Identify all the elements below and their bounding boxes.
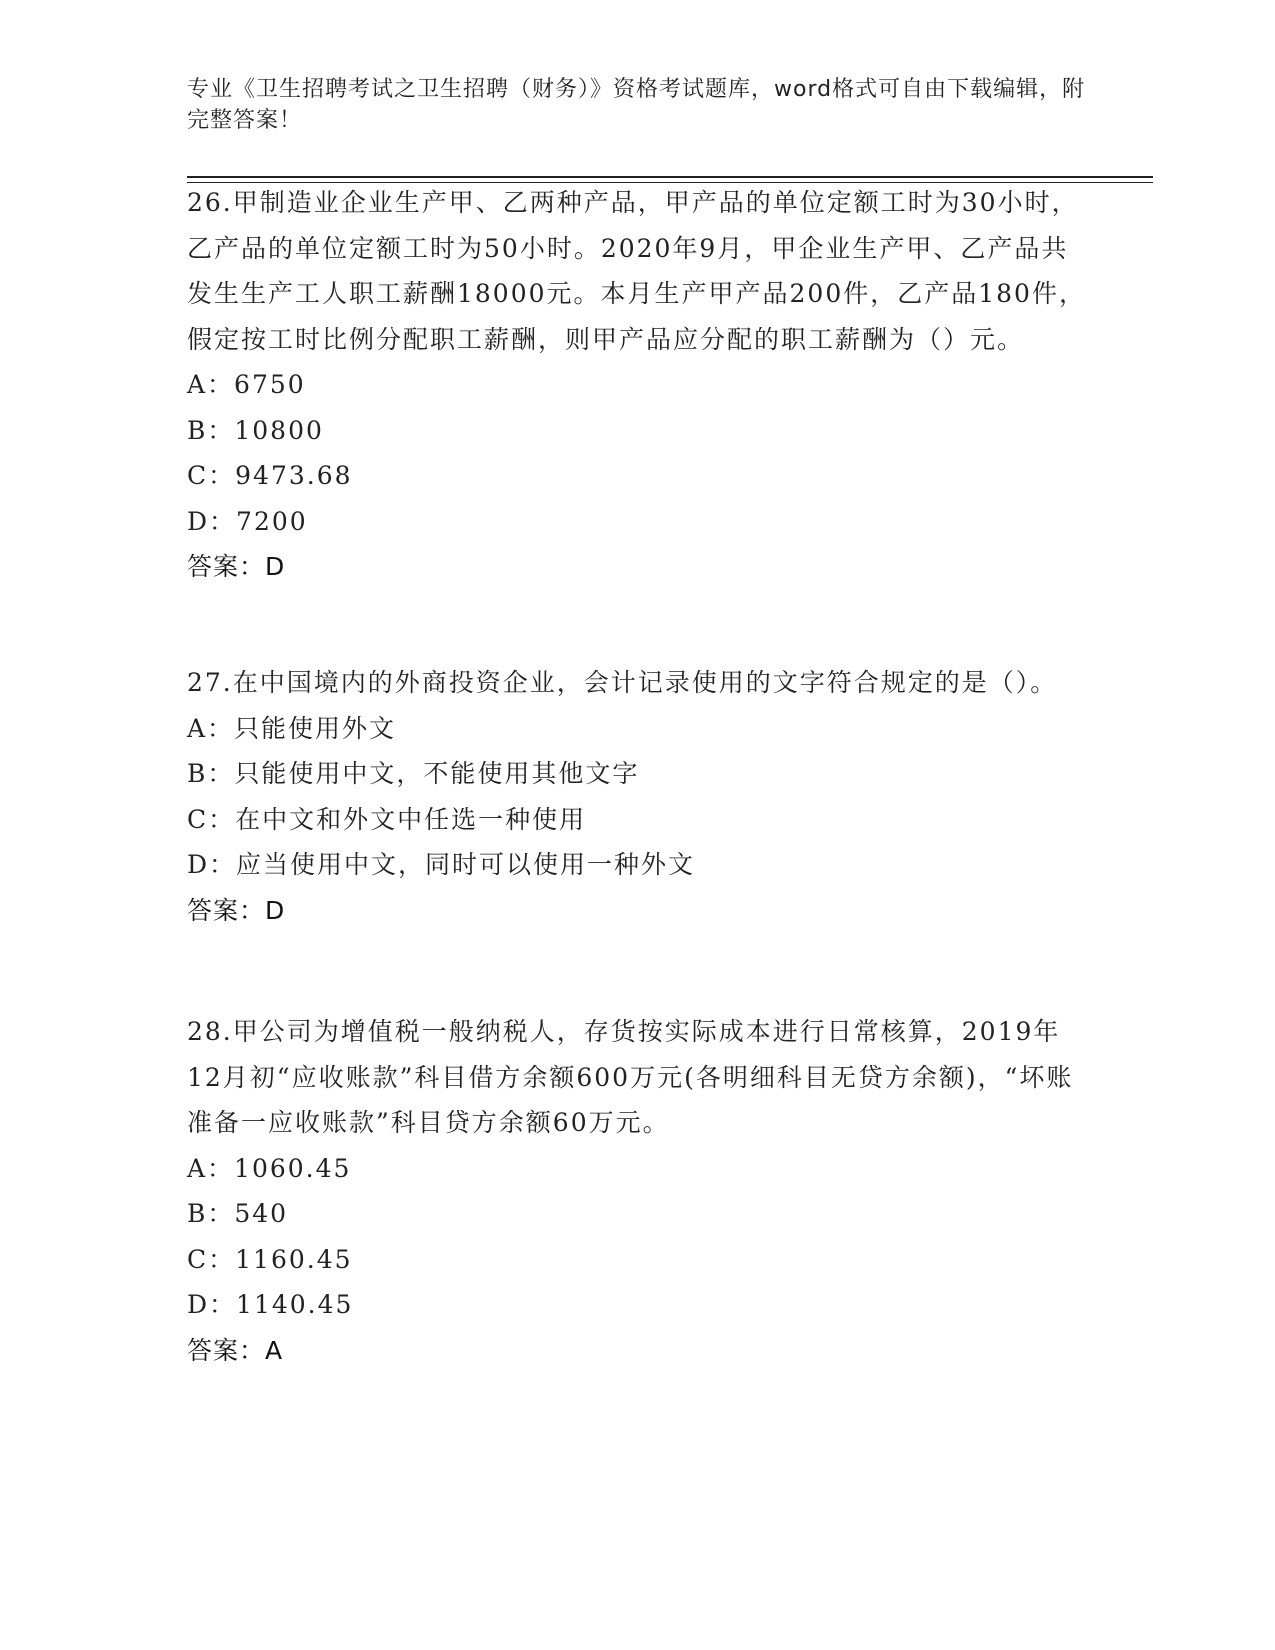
option-list: [187, 706, 1087, 888]
question-26: [187, 180, 1087, 590]
option-c: C：1160.45: [187, 1244, 353, 1274]
option-b: B：只能使用中文，不能使用其他文字: [187, 759, 640, 788]
option-d: D：应当使用中文，同时可以使用一种外文: [187, 850, 696, 879]
document-header: 专业《卫生招聘考试之卫生招聘（财务）》资格考试题库，word格式可自由下载编辑，附完整答案！: [187, 77, 1086, 133]
option-d: D：1140.45: [187, 1290, 354, 1319]
option-b: B：10800: [187, 415, 324, 445]
option-list: [187, 1146, 1087, 1328]
option-d: D：7200: [187, 506, 308, 536]
option-list: [187, 362, 1087, 544]
option-a: A：6750: [187, 370, 306, 399]
answer: 答案：D: [187, 895, 286, 925]
option-b: B：540: [187, 1199, 289, 1228]
question-28: [187, 1009, 1087, 1373]
option-a: A：只能使用外文: [187, 713, 397, 743]
question-text: 26.甲制造业企业生产甲、乙两种产品，甲产品的单位定额工时为30小时，乙产品的单位定额工时为50小时。2020年9月，甲企业生产甲、乙产品共发生生产工人职工薪酬18000元。本月生产甲产品200件，乙产品180件，假定按工时比例分配职工薪酬，则甲产品应分配的职工薪酬为（）元。: [187, 188, 1086, 354]
header-divider: [187, 176, 1153, 178]
option-c: C：9473.68: [187, 461, 353, 490]
question-27: [187, 660, 1087, 933]
option-c: C：在中文和外文中任选一种使用: [187, 804, 587, 834]
answer: 答案：A: [187, 1335, 284, 1365]
question-text: 27.在中国境内的外商投资企业，会计记录使用的文字符合规定的是（）。: [187, 668, 1058, 697]
option-a: A：1060.45: [187, 1153, 352, 1183]
question-text: 28.甲公司为增值税一般纳税人，存货按实际成本进行日常核算，2019年12月初“应收账款”科目借方余额600万元(各明细科目无贷方余额)，“坏账准备一应收账款”科目贷方余额60万元。: [187, 1017, 1074, 1137]
answer: 答案：D: [187, 552, 286, 581]
